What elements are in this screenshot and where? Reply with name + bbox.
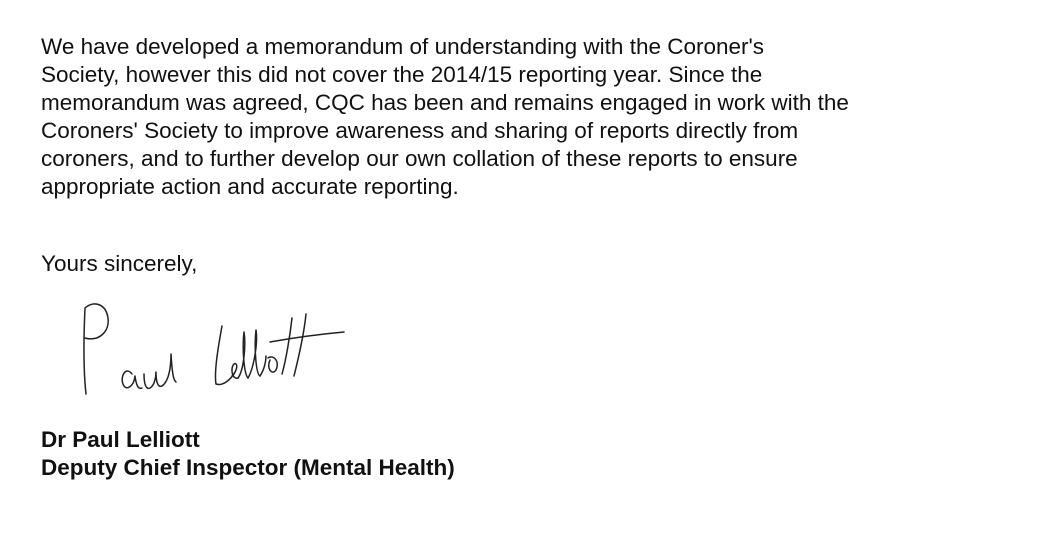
letter-body-paragraph: We have developed a memorandum of understanding with the Coroner's Society, however this did not cover the 2014/15 reporting year. Since the memorandum was agreed, CQC has been and remains engaged in work with the Coroners' Society to improve awareness and sharing of reports directly from coroners, and to further develop our own collation of these reports to ensure appropriate action and accurate reporting.: [41, 34, 849, 199]
signatory-name: Dr Paul Lelliott: [41, 427, 200, 452]
handwritten-signature: [72, 296, 372, 408]
letter-closing: Yours sincerely,: [41, 251, 198, 276]
signatory-title: Deputy Chief Inspector (Mental Health): [41, 455, 455, 480]
signatory-block: [41, 426, 455, 482]
